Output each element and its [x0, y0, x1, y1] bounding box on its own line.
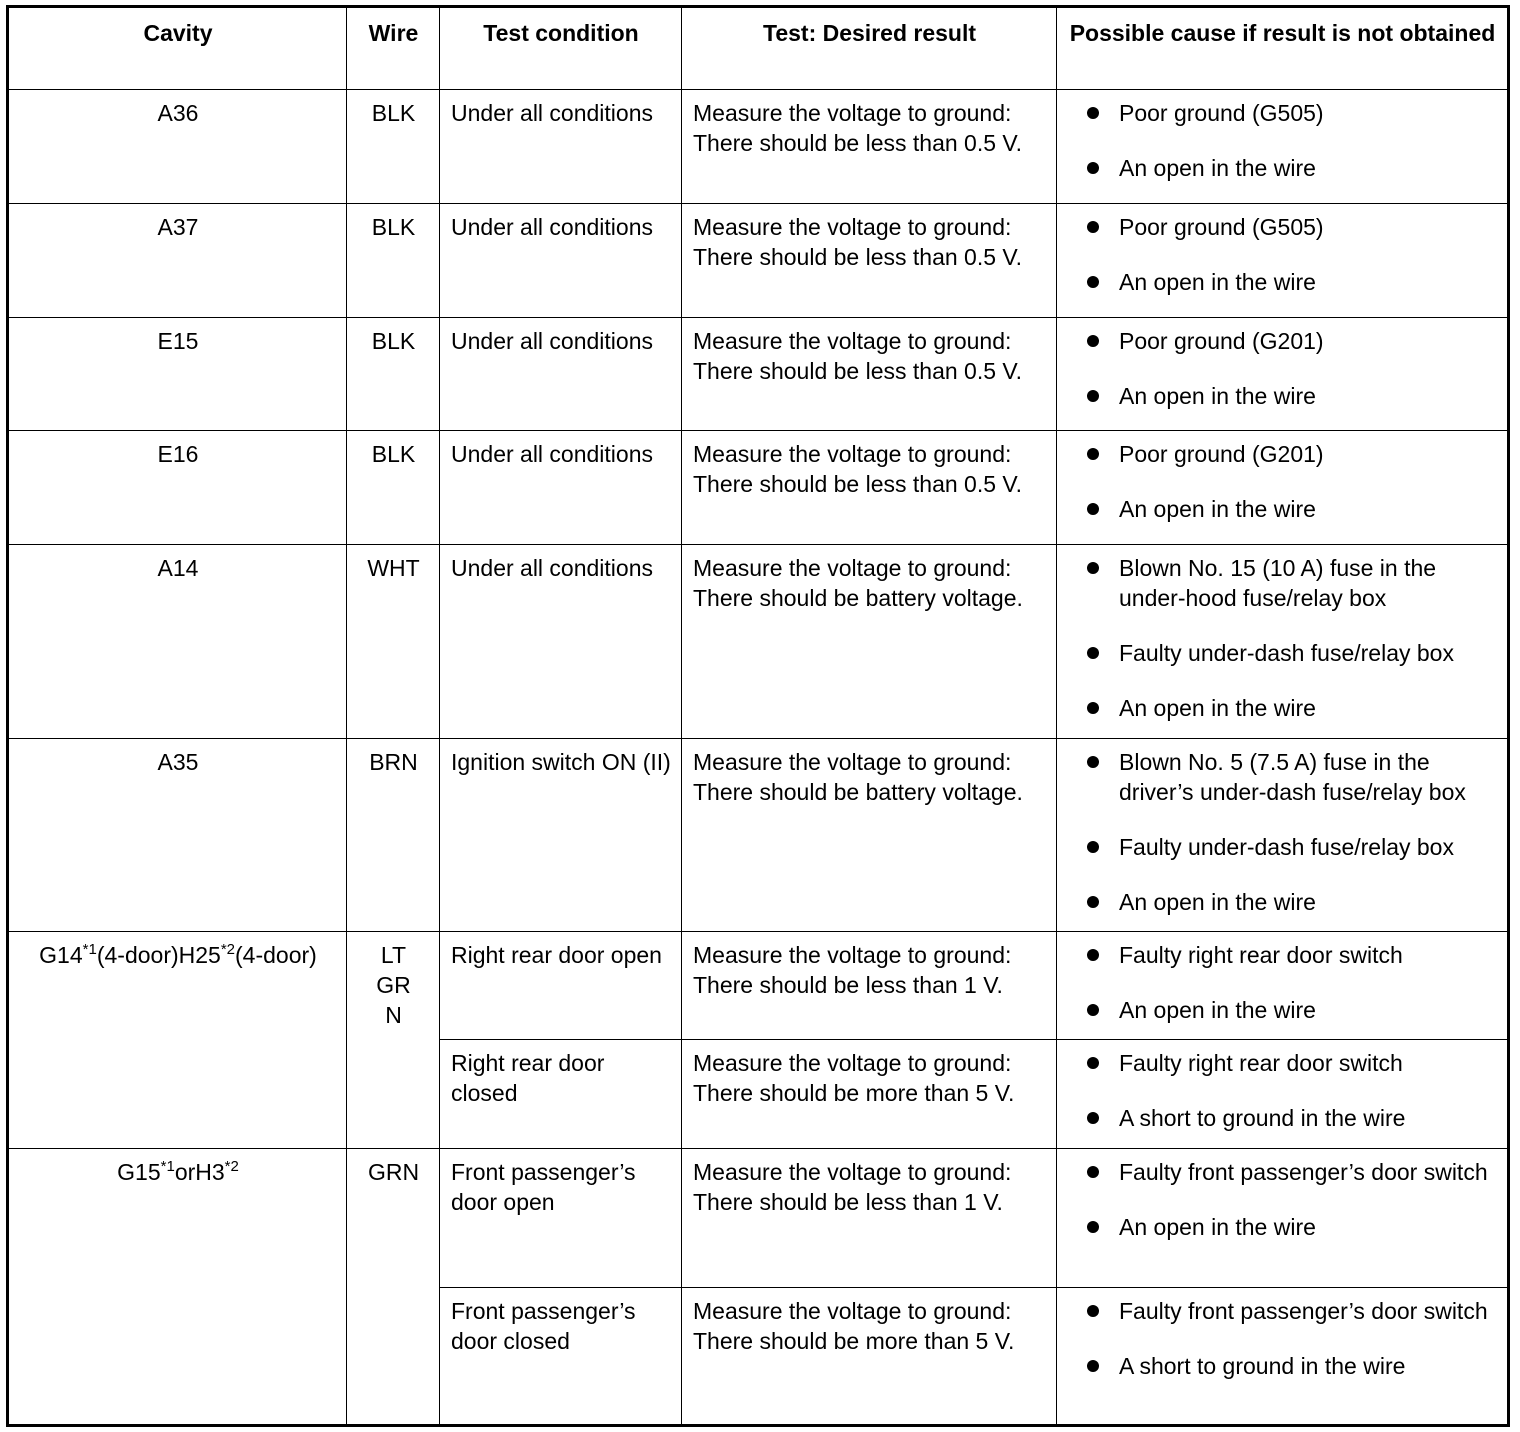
result-cell: Measure the voltage to ground: There should be battery voltage.	[682, 739, 1057, 932]
cause-item: Poor ground (G505)	[1068, 212, 1497, 242]
cause-item: Faulty under-dash fuse/relay box	[1068, 638, 1497, 668]
bullet-icon	[1087, 107, 1099, 119]
cause-item: Poor ground (G201)	[1068, 326, 1497, 356]
result-cell: Measure the voltage to ground: There should be less than 0.5 V.	[682, 431, 1057, 545]
cause-cell	[1057, 1288, 1509, 1426]
bullet-icon	[1087, 162, 1099, 174]
wire-cell: BLK	[347, 431, 440, 545]
condition-cell: Right rear door open	[440, 932, 682, 1040]
result-cell: Measure the voltage to ground: There should be more than 5 V.	[682, 1288, 1057, 1426]
cause-item: An open in the wire	[1068, 887, 1497, 917]
bullet-icon	[1087, 335, 1099, 347]
result-cell: Measure the voltage to ground: There should be less than 1 V.	[682, 1149, 1057, 1288]
result-cell: Measure the voltage to ground: There should be less than 0.5 V.	[682, 204, 1057, 318]
wire-cell: WHT	[347, 545, 440, 739]
cause-item: Faulty under-dash fuse/relay box	[1068, 832, 1497, 862]
cause-item: Blown No. 5 (7.5 A) fuse in the driver’s under-dash fuse/relay box	[1068, 747, 1497, 807]
condition-cell: Under all conditions	[440, 90, 682, 204]
bullet-icon	[1087, 1057, 1099, 1069]
header-possible-cause: Possible cause if result is not obtained	[1057, 7, 1509, 90]
condition-cell: Ignition switch ON (II)	[440, 739, 682, 932]
table-row	[8, 932, 1509, 1040]
bullet-icon	[1087, 841, 1099, 853]
cause-item: Poor ground (G505)	[1068, 98, 1497, 128]
cause-cell	[1057, 431, 1509, 545]
bullet-icon	[1087, 756, 1099, 768]
cause-cell	[1057, 318, 1509, 431]
cavity-cell: A14	[8, 545, 347, 739]
header-test-condition: Test condition	[440, 7, 682, 90]
bullet-icon	[1087, 949, 1099, 961]
bullet-icon	[1087, 1112, 1099, 1124]
cause-item: A short to ground in the wire	[1068, 1351, 1497, 1381]
cavity-cell: A35	[8, 739, 347, 932]
bullet-icon	[1087, 562, 1099, 574]
cause-item: Poor ground (G201)	[1068, 439, 1497, 469]
cause-item: Faulty front passenger’s door switch	[1068, 1296, 1497, 1326]
table-row	[8, 90, 1509, 204]
bullet-icon	[1087, 1004, 1099, 1016]
bullet-icon	[1087, 647, 1099, 659]
condition-cell: Right rear door closed	[440, 1040, 682, 1149]
cause-cell	[1057, 545, 1509, 739]
cause-item: An open in the wire	[1068, 995, 1497, 1025]
cause-item: Faulty right rear door switch	[1068, 1048, 1497, 1078]
condition-cell: Under all conditions	[440, 431, 682, 545]
wire-cell: BLK	[347, 90, 440, 204]
table-row	[8, 431, 1509, 545]
cause-item: An open in the wire	[1068, 693, 1497, 723]
header-cavity: Cavity	[8, 7, 347, 90]
result-cell: Measure the voltage to ground: There should be less than 0.5 V.	[682, 90, 1057, 204]
cause-item: Faulty right rear door switch	[1068, 940, 1497, 970]
table-row	[8, 204, 1509, 318]
cavity-cell: G15$^{*1}$orH3$^{*2}$	[8, 1149, 347, 1426]
bullet-icon	[1087, 1221, 1099, 1233]
condition-cell: Front passenger’s door open	[440, 1149, 682, 1288]
cause-cell	[1057, 90, 1509, 204]
condition-cell: Under all conditions	[440, 545, 682, 739]
wire-cell: BLK	[347, 204, 440, 318]
cavity-cell: A36	[8, 90, 347, 204]
bullet-icon	[1087, 702, 1099, 714]
bullet-icon	[1087, 1305, 1099, 1317]
result-cell: Measure the voltage to ground: There should be battery voltage.	[682, 545, 1057, 739]
cause-item: Blown No. 15 (10 A) fuse in the under-hood fuse/relay box	[1068, 553, 1497, 613]
cavity-cell: G14$^{*1}$(4-door)H25$^{*2}$(4-door)	[8, 932, 347, 1149]
cause-cell	[1057, 1040, 1509, 1149]
cavity-cell: E16	[8, 431, 347, 545]
result-cell: Measure the voltage to ground: There should be less than 1 V.	[682, 932, 1057, 1040]
result-cell: Measure the voltage to ground: There should be more than 5 V.	[682, 1040, 1057, 1149]
cause-item: An open in the wire	[1068, 1212, 1497, 1242]
cause-item: An open in the wire	[1068, 153, 1497, 183]
bullet-icon	[1087, 276, 1099, 288]
condition-cell: Front passenger’s door closed	[440, 1288, 682, 1426]
result-cell: Measure the voltage to ground: There should be less than 0.5 V.	[682, 318, 1057, 431]
cause-cell	[1057, 739, 1509, 932]
wire-cell: GRN	[347, 1149, 440, 1426]
condition-cell: Under all conditions	[440, 318, 682, 431]
cavity-cell: E15	[8, 318, 347, 431]
wire-cell: BLK	[347, 318, 440, 431]
header-wire: Wire	[347, 7, 440, 90]
bullet-icon	[1087, 448, 1099, 460]
bullet-icon	[1087, 503, 1099, 515]
cavity-cell: A37	[8, 204, 347, 318]
cause-cell	[1057, 204, 1509, 318]
bullet-icon	[1087, 390, 1099, 402]
table-row	[8, 1149, 1509, 1288]
cause-item: An open in the wire	[1068, 381, 1497, 411]
cause-item: An open in the wire	[1068, 494, 1497, 524]
bullet-icon	[1087, 1360, 1099, 1372]
bullet-icon	[1087, 896, 1099, 908]
header-row	[8, 7, 1509, 90]
condition-cell: Under all conditions	[440, 204, 682, 318]
table-row	[8, 739, 1509, 932]
bullet-icon	[1087, 221, 1099, 233]
cause-item: Faulty front passenger’s door switch	[1068, 1157, 1497, 1187]
wire-cell: LT GRN	[347, 932, 440, 1149]
bullet-icon	[1087, 1166, 1099, 1178]
troubleshooting-table	[6, 5, 1510, 1427]
table-row	[8, 318, 1509, 431]
table-row	[8, 545, 1509, 739]
cause-item: An open in the wire	[1068, 267, 1497, 297]
cause-item: A short to ground in the wire	[1068, 1103, 1497, 1133]
wire-cell: BRN	[347, 739, 440, 932]
cause-cell	[1057, 932, 1509, 1040]
header-desired-result: Test: Desired result	[682, 7, 1057, 90]
cause-cell	[1057, 1149, 1509, 1288]
